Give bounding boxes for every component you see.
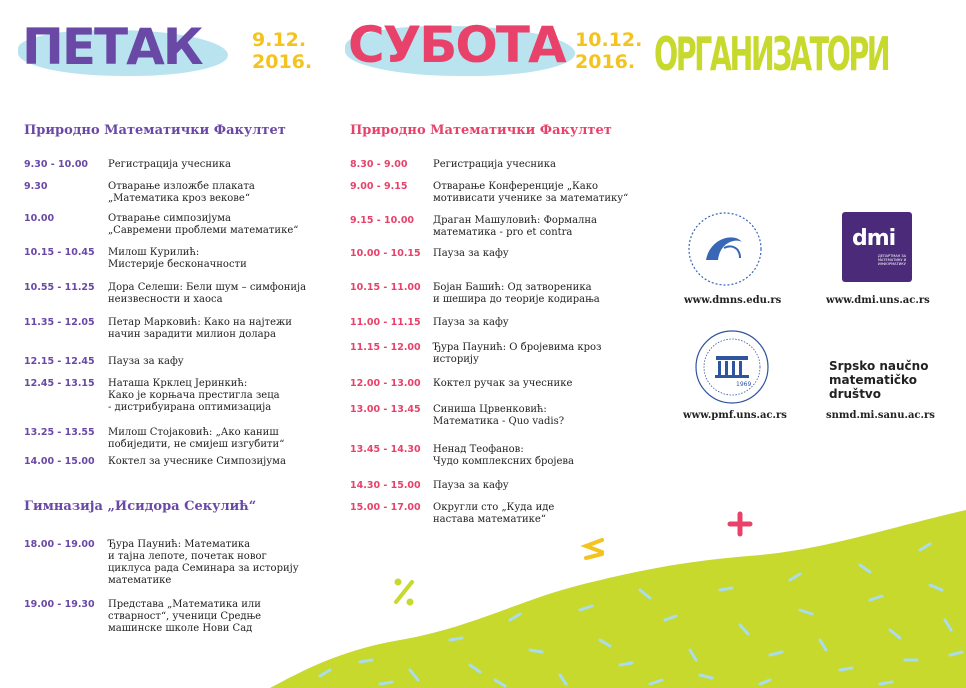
schedule-description: Коктел ручак за учеснике — [433, 378, 573, 389]
schedule-description: циклуса рада Семинара за историју — [108, 563, 299, 574]
friday-date-line2: 2016. — [252, 51, 313, 73]
schedule-time: 13.00 - 13.45 — [350, 404, 421, 415]
schedule-description: Ненад Теофанов: — [433, 444, 524, 455]
schedule-description: Драган Машуловић: Формална — [433, 215, 598, 226]
schedule-description: Математика - Quo vadis? — [433, 416, 565, 427]
friday-date-line1: 9.12. — [252, 29, 307, 51]
schedule-time: 13.25 - 13.55 — [24, 427, 95, 438]
schedule-time: 13.45 - 14.30 — [350, 444, 421, 455]
schedule-description: Мистерије бесконачности — [108, 259, 247, 270]
saturday-date-line2: 2016. — [575, 51, 636, 73]
schedule-description: Ђура Паунић: О бројевима кроз — [433, 342, 602, 353]
snmd-name-line3: društvo — [829, 387, 881, 401]
schedule-description: Коктел за учеснике Симпозијума — [108, 456, 286, 467]
schedule-time: 9.30 — [24, 181, 48, 192]
schedule-time: 14.30 - 15.00 — [350, 480, 421, 491]
schedule-description: и шешира до теорије кодирања — [433, 294, 600, 305]
schedule-time: 10.00 - 10.15 — [350, 248, 421, 259]
schedule-time: 12.00 - 13.00 — [350, 378, 421, 389]
schedule-description: Пауза за кафу — [433, 248, 509, 259]
schedule-description: Синиша Црвенковић: — [433, 404, 547, 415]
schedule-description: Отварање Конференције „Како — [433, 181, 598, 192]
schedule-time: 9.30 - 10.00 — [24, 159, 89, 170]
schedule-description: Бојан Башић: Од затвореника — [433, 282, 592, 293]
dmns-url[interactable]: www.dmns.edu.rs — [684, 295, 782, 306]
schedule-time: 9.15 - 10.00 — [350, 215, 415, 226]
schedule-description: „Савремени проблеми математике“ — [108, 225, 299, 236]
schedule-description: Ђура Паунић: Математика — [108, 539, 251, 550]
friday-venue-title: Природно Математички Факултет — [24, 123, 286, 138]
dmi-logo — [842, 212, 912, 282]
schedule-description: „Математика кроз векове“ — [108, 193, 250, 204]
schedule-description: - дистрибуирана оптимизација — [108, 402, 272, 413]
schedule-description: Петар Марковић: Како на најтежи — [108, 317, 292, 328]
schedule-time: 15.00 - 17.00 — [350, 502, 421, 513]
saturday-date-line1: 10.12. — [575, 29, 643, 51]
schedule-time: 8.30 - 9.00 — [350, 159, 408, 170]
schedule-description: математика - pro et contra — [433, 227, 573, 238]
saturday-venue-title: Природно Математички Факултет — [350, 123, 612, 138]
pmf-url[interactable]: www.pmf.uns.ac.rs — [683, 410, 787, 421]
schedule-description: машинске школе Нови Сад — [108, 623, 253, 634]
schedule-description: стварност“, ученици Средње — [108, 611, 262, 622]
schedule-description: историју — [433, 354, 479, 365]
schedule-description: Представа „Математика или — [108, 599, 261, 610]
schedule-description: Милош Стојаковић: „Ако каниш — [108, 427, 279, 438]
schedule-time: 10.15 - 10.45 — [24, 247, 95, 258]
friday-venue2-title: Гимназија „Исидора Секулић“ — [24, 499, 257, 514]
schedule-description: Пауза за кафу — [433, 317, 509, 328]
schedule-description: Отварање изложбе плаката — [108, 181, 255, 192]
friday-header-title: ПЕТАК — [22, 18, 202, 76]
dmi-logo-caption: ДЕПАРТМАН ЗА МАТЕМАТИКУ И ИНФОРМАТИКУ — [878, 254, 907, 266]
schedule-time: 10.00 — [24, 213, 55, 224]
schedule-time: 12.15 - 12.45 — [24, 356, 95, 367]
pmf-logo — [690, 326, 774, 408]
schedule-description: Чудо комплексних бројева — [433, 456, 575, 467]
dmns-logo — [684, 208, 766, 290]
pmf-logo-year: 1969 — [736, 381, 752, 388]
schedule-description: и тајна лепоте, почетак новог — [108, 551, 267, 562]
schedule-description: Округли сто „Куда иде — [433, 502, 555, 513]
snmd-name-line1: Srpsko naučno — [829, 359, 929, 373]
schedule-time: 11.00 - 11.15 — [350, 317, 421, 328]
schedule-time: 10.15 - 11.00 — [350, 282, 421, 293]
schedule-description: Пауза за кафу — [108, 356, 184, 367]
dmi-logo-text: dmi — [852, 226, 896, 251]
schedule-time: 14.00 - 15.00 — [24, 456, 95, 467]
dmi-url[interactable]: www.dmi.uns.ac.rs — [826, 295, 930, 306]
schedule-description: побиједити, не смијеш изгубити“ — [108, 439, 285, 450]
schedule-description: Дора Селеши: Бели шум – симфонија — [108, 282, 307, 293]
schedule-time: 11.15 - 12.00 — [350, 342, 421, 353]
schedule-description: начин зарадити милион долара — [108, 329, 276, 340]
schedule-time: 11.35 - 12.05 — [24, 317, 95, 328]
saturday-header-title: СУБОТА — [348, 16, 565, 74]
snmd-name-line2: matematičko — [829, 373, 917, 387]
schedule-time: 19.00 - 19.30 — [24, 599, 95, 610]
schedule-description: математике — [108, 575, 172, 586]
schedule-time: 9.00 - 9.15 — [350, 181, 408, 192]
schedule-description: настава математике“ — [433, 514, 546, 525]
schedule-description: Регистрација учесника — [433, 159, 556, 170]
schedule-description: Отварање симпозијума — [108, 213, 231, 224]
schedule-time: 12.45 - 13.15 — [24, 378, 95, 389]
schedule-description: Како је корњача престигла зеца — [108, 390, 280, 401]
schedule-description: Регистрација учесника — [108, 159, 231, 170]
schedule-description: Пауза за кафу — [433, 480, 509, 491]
snmd-url[interactable]: snmd.mi.sanu.ac.rs — [826, 410, 935, 421]
schedule-time: 10.55 - 11.25 — [24, 282, 95, 293]
schedule-description: мотивисати ученике за математику“ — [433, 193, 629, 204]
schedule-description: Наташа Крклец Јеринкић: — [108, 378, 248, 389]
schedule-description: Милош Курилић: — [108, 247, 200, 258]
organizers-header-title: ОРГАНИЗАТОРИ — [654, 27, 889, 81]
schedule-description: неизвесности и хаоса — [108, 294, 223, 305]
schedule-time: 18.00 - 19.00 — [24, 539, 95, 550]
